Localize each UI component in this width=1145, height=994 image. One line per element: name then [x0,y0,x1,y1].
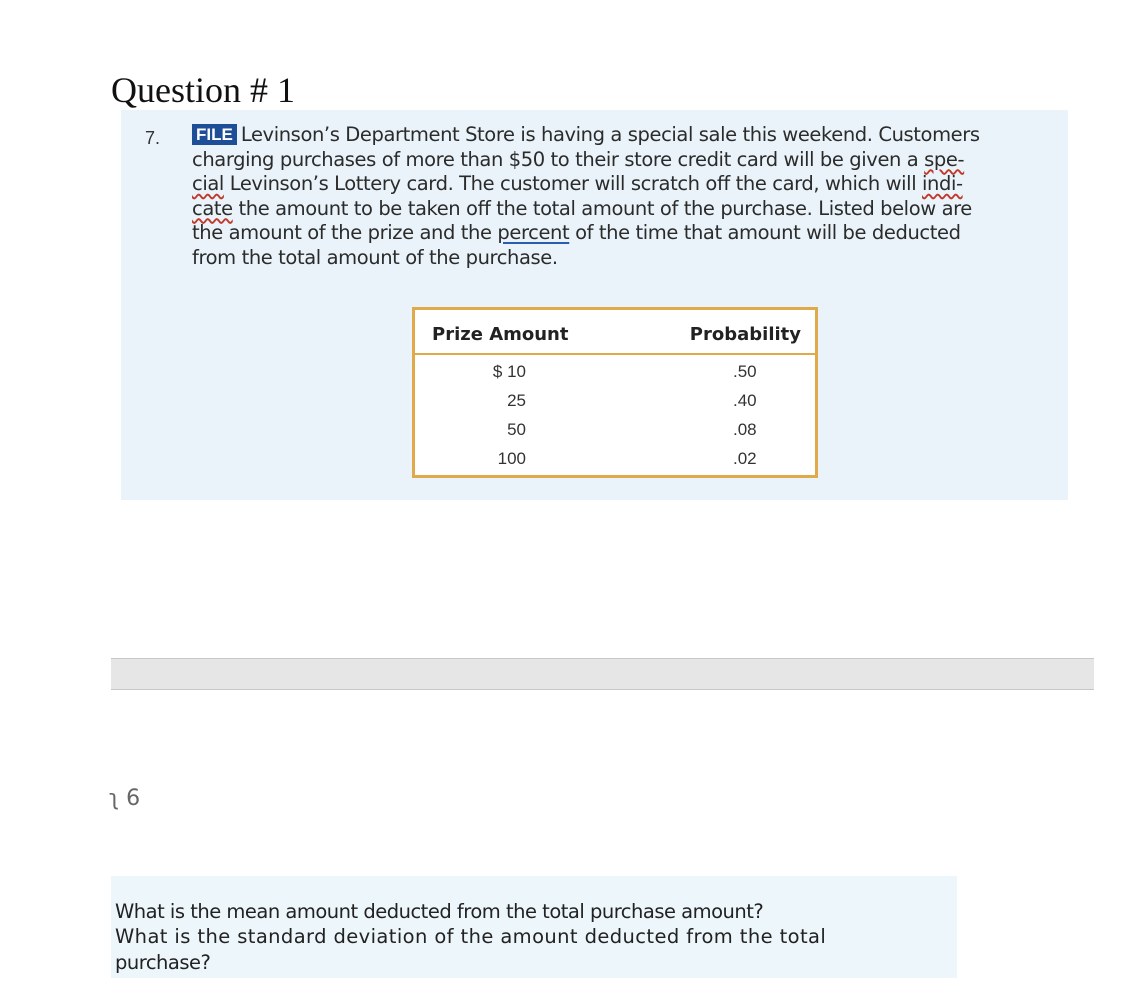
table-cell-amount: 50 [507,420,526,439]
grammar-word: percent [497,221,570,244]
question-line: What is the mean amount deducted from the total purchase amount? [115,900,764,923]
file-tag: FILE [192,124,237,145]
table-cell-amount: $ 10 [492,362,526,381]
problem-panel [121,110,1068,500]
table-cell-probability: .08 [733,420,757,439]
header-prize-amount: Prize Amount [432,324,569,345]
question-line: purchase? [115,951,211,974]
question-title: Question # 1 [111,70,295,110]
table-cell-probability: .02 [733,449,757,468]
problem-line: the amount of the prize and the percent of the time that amount will be deducted [192,221,961,244]
spellcheck-word: cial [192,172,224,195]
divider-bar [111,658,1094,690]
problem-line: cate the amount to be taken off the total amount of the purchase. Listed below are [192,196,972,220]
problem-line: cial Levinson’s Lottery card. The customer will scratch off the card, which will indi- [192,172,963,195]
cropped-text-fragment: ʅ 6 [109,786,141,811]
table-cell-probability: .40 [733,391,757,410]
problem-number: 7. [145,128,161,148]
table-cell-amount: 100 [497,449,526,468]
problem-line: from the total amount of the purchase. [192,245,558,269]
spellcheck-word: cate [192,196,233,220]
header-probability: Probability [689,324,801,345]
problem-line: charging purchases of more than $50 to their store credit card will be given a spe- [192,147,965,171]
problem-line: FILE Levinson’s Department Store is having a special sale this weekend. Customers [192,123,1052,148]
table-cell-amount: 25 [507,391,526,410]
prize-table [412,307,818,478]
header-divider [415,353,815,355]
questions-panel [111,876,957,978]
spellcheck-word: spe- [924,147,965,171]
question-line: What is the standard deviation of the amount deducted from the total [115,925,827,948]
problem-text [192,123,1052,270]
spellcheck-word: indi- [922,172,963,195]
table-cell-probability: .50 [733,362,757,381]
